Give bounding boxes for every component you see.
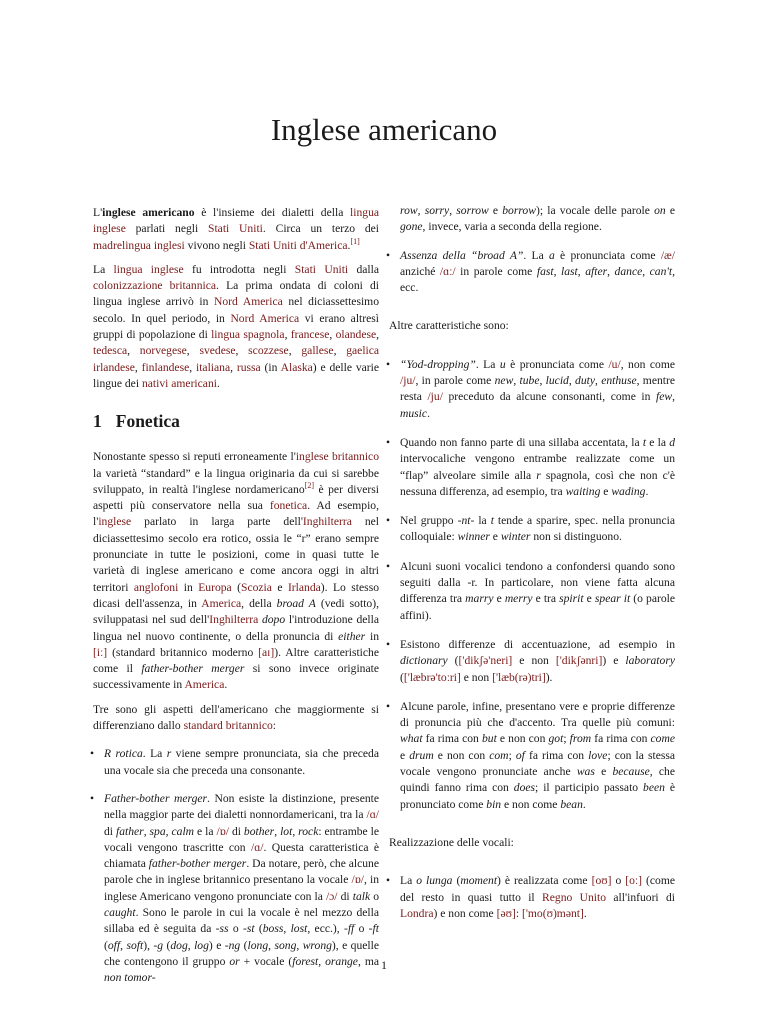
other-features-list	[389, 357, 675, 813]
link[interactable]: /æ/	[660, 248, 675, 262]
list-item: • R rotica. La r viene sempre pronunciata, sia che preceda una vocale sia che preceda una consonante.	[93, 746, 379, 779]
list-item: • La o lunga (moment) è realizzata come [oʊ] o [oː] (come del resto in quasi tutto il Regno Unito all'infuori di Londra) e non come [əʊ]: ['mo(ʊ)mənt].	[389, 873, 675, 922]
link[interactable]: Scozia	[241, 580, 272, 594]
link[interactable]: /ju/	[400, 374, 416, 388]
link[interactable]: finlandese	[141, 360, 190, 374]
link-stati-uniti-america[interactable]: Stati Uniti d'America	[248, 238, 348, 252]
link[interactable]: Stati Uniti	[294, 262, 349, 276]
link[interactable]: /ɒ/	[216, 824, 229, 838]
link[interactable]: ['læbrə'toːri]	[403, 670, 461, 684]
link[interactable]: italiana	[195, 360, 231, 374]
link[interactable]: scozzese	[248, 344, 289, 358]
page-number: 1	[381, 958, 387, 972]
link[interactable]: Inghilterra	[209, 613, 259, 627]
link[interactable]: norvegese	[139, 344, 187, 358]
link[interactable]: /ɑ/	[250, 840, 264, 854]
link[interactable]: standard britannico	[183, 719, 273, 733]
vowels-list	[389, 873, 675, 922]
page-title: Inglese americano	[270, 112, 498, 147]
list-item: • Alcuni suoni vocalici tendono a confondersi quando sono seguiti dalla -r. In particolare, non viene fatta alcuna differenza tra marry e merry e tra spirit e spear it (o parole affini).	[389, 559, 675, 624]
link[interactable]: Nord America	[230, 311, 300, 325]
link[interactable]: nativi americani	[141, 376, 217, 390]
list-item: • Assenza della “broad A”. La a è pronunciata come /æ/ anziché /ɑː/ in parole come fast, last, after, dance, can't, ecc.	[389, 248, 675, 297]
link-madrelingua-inglesi[interactable]: madrelingua inglesi	[93, 238, 185, 252]
link[interactable]: [oː]	[625, 874, 643, 888]
link[interactable]: lingua inglese	[113, 262, 184, 276]
link[interactable]: tedesca	[93, 344, 128, 358]
link[interactable]: inglese	[98, 515, 132, 529]
link[interactable]: America	[201, 596, 242, 610]
link[interactable]: [oʊ]	[591, 874, 612, 888]
link[interactable]: Alaska	[280, 360, 313, 374]
link[interactable]: [iː]	[93, 645, 108, 659]
section-number: 1	[93, 411, 102, 432]
link[interactable]: [aɪ]	[258, 645, 275, 659]
link[interactable]: /ɔ/	[325, 889, 338, 903]
link[interactable]: anglofoni	[133, 580, 179, 594]
section-heading-fonetica	[93, 410, 379, 432]
link[interactable]: francese	[290, 328, 330, 342]
link[interactable]: ['dikʃə'neri]	[458, 654, 513, 668]
reference-2[interactable]: [2]	[304, 481, 314, 490]
link[interactable]: colonizzazione britannica	[93, 279, 217, 293]
link[interactable]: America	[184, 678, 225, 692]
list-item: • Esistono differenze di accentuazione, ad esempio in dictionary (['dikʃə'neri] e non ['dikʃənri]) e laboratory (['læbrə'toːri] e non ['læb(rə)tri]).	[389, 637, 675, 686]
link[interactable]: russa	[236, 360, 261, 374]
link[interactable]: /ɑː/	[439, 264, 456, 278]
left-column	[93, 205, 379, 996]
link[interactable]: Europa	[198, 580, 232, 594]
link-stati-uniti[interactable]: Stati Uniti	[208, 222, 263, 236]
link[interactable]: Irlanda	[287, 580, 321, 594]
aspects-list	[93, 746, 379, 986]
history-paragraph: La lingua inglese fu introdotta negli Stati Uniti dalla colonizzazione britannica. La prima ondata di coloni di lingua inglese arrivò in Nord America nel diciassettesimo secolo. In quel periodo, in Nord America vi erano altresì gruppi di popolazione di lingua spagnola, francese, olandese, tedesca, norvegese, svedese, scozzese, gallese, gaelica irlandese, finlandese, italiana, russa (in Alaska) e delle varie lingue dei nativi americani.	[93, 262, 380, 390]
link[interactable]: fonetica	[269, 499, 308, 513]
aspects-list-continued	[389, 248, 675, 297]
article-term: inglese americano	[102, 206, 195, 219]
link[interactable]: gaelica irlandese	[93, 344, 380, 374]
link[interactable]: olandese	[335, 328, 377, 342]
reference-1[interactable]: [1]	[350, 236, 360, 246]
link[interactable]: svedese	[199, 344, 236, 358]
list-item: • Quando non fanno parte di una sillaba accentata, la t e la d intervocaliche vengono entrambe realizzate come un “flap” alveolare simile alla r spagnola, così che non c'è nessuna differenza, ad esempio, tra waiting e wading.	[389, 435, 675, 500]
list-item: • Father-bother merger. Non esiste la distinzione, presente nella maggior parte dei dialetti nonnordamericani, tra la /ɑ/ di father, spa, calm e la /ɒ/ di bother, lot, rock: entrambe le vocali vengono trascritte con /ɑ/. Questa caratteristica è chiamata father-bother merger. Da notare, però, che alcune parole che in inglese britannico presentano la vocale /ɒ/, in inglese Americano vengono pronunciate con la /ɔ/ di talk o caught. Sono le parole in cui la vocale è nel mezzo della sillaba ed è seguita da -ss o -st (boss, lost, ecc.), -ff o -ft (off, soft), -g (dog, log) e -ng (long, song, wrong), e quelle che contengono il gruppo or + vocale (forest, orange, ma non tomor-	[93, 791, 379, 987]
list-item: • Nel gruppo -nt- la t tende a sparire, spec. nella pronuncia colloquiale: winner e winter non si distinguono.	[389, 513, 675, 546]
list-item-continuation: row, sorry, sorrow e borrow); la vocale delle parole on e gone, invece, varia a seconda della regione.	[400, 204, 676, 234]
list-item: • Alcune parole, infine, presentano vere e proprie differenze di pronuncia più che d'accento. Tra quelle più comuni: what fa rima con but e non con got; from fa rima con come e drum e non con com; of fa rima con love; con la stessa vocale vengono pronunciate anche was e because, che quindi fanno rima con does; il participio passato been è pronunciato come bin e non come bean.	[389, 699, 675, 813]
link-lingua-inglese[interactable]: lingua inglese	[93, 206, 380, 236]
vowels-heading: Realizzazione delle vocali:	[389, 835, 514, 849]
link[interactable]: ['dikʃənri]	[555, 654, 603, 668]
link[interactable]: /ɑ/	[366, 808, 379, 822]
right-column	[389, 203, 675, 932]
link[interactable]: Nord America	[214, 295, 283, 309]
intro-paragraph: L'inglese americano è l'insieme dei dialetti della lingua inglese parlati negli Stati Uniti. Circa un terzo dei madrelingua inglesi vivono negli Stati Uniti d'America.[1]	[93, 206, 380, 252]
link[interactable]: /ɒ/	[351, 873, 364, 887]
link[interactable]: /u/	[608, 357, 621, 371]
link[interactable]: [əʊ]	[496, 906, 516, 920]
tre-aspetti-paragraph: Tre sono gli aspetti dell'americano che maggiormente si differenziano dallo standard britannico:	[93, 702, 379, 733]
link[interactable]: inglese britannico	[295, 450, 379, 464]
link[interactable]: gallese	[301, 344, 334, 358]
fonetica-paragraph: Nonostante spesso si reputi erroneamente l'inglese britannico la varietà “standard” e la lingua originaria da cui si sarebbe sviluppato, in realtà l'inglese nordamericano[2] è per diversi aspetti più conservatore nella sua fonetica. Ad esempio, l'inglese parlato in larga parte dell'Inghilterra nel diciassettesimo secolo era rotico, ossia le “r” erano sempre pronunciate in tutte le posizioni, come in quasi tutte le varietà di inglese americano e come ancora oggi in altri territori anglofoni in Europa (Scozia e Irlanda). Lo stesso dicasi dell'assenza, in America, della broad A (vedi sotto), sviluppatasi nel sud dell'Inghilterra dopo l'introduzione della lingua nel nuovo continente, o della pronuncia di either in [iː] (standard britannico moderno [aɪ]). Altre caratteristiche come il father-bother merger si sono invece originate successivamente in America.	[93, 450, 379, 692]
section-label: Fonetica	[115, 411, 180, 432]
link[interactable]: /ju/	[427, 390, 443, 404]
link[interactable]: Regno Unito	[542, 890, 607, 904]
link[interactable]: Londra	[400, 906, 434, 920]
link[interactable]: lingua spagnola	[211, 328, 285, 342]
link[interactable]: ['mo(ʊ)mənt]	[521, 906, 584, 920]
list-item: • “Yod-dropping”. La u è pronunciata come /u/, non come /ju/, in parole come new, tube, lucid, duty, enthuse, mentre resta /ju/ preceduto da alcune consonanti, come in few, music.	[389, 357, 675, 422]
link[interactable]: ['læb(rə)tri]	[492, 670, 546, 684]
link[interactable]: Inghilterra	[302, 515, 352, 529]
other-features-heading: Altre caratteristiche sono:	[389, 319, 509, 333]
